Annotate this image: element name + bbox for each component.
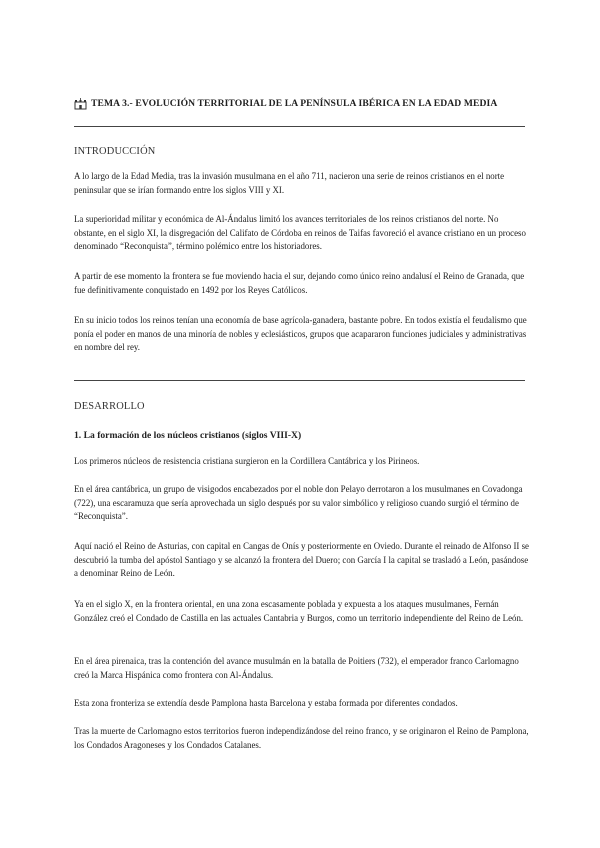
development-subheading: 1. La formación de los núcleos cristianos (siglos VIII-X): [74, 430, 302, 441]
intro-paragraph-1: A lo largo de la Edad Media, tras la invasión musulmana en el año 711, nacieron una serie de reinos cristianos en el norte peninsular que se irían formando entre los siglos VIII y XI.: [74, 171, 505, 195]
divider-middle: [74, 380, 525, 381]
intro-paragraph-2: La superioridad militar y económica de Al-Ándalus limitó los avances territoriales de los reinos cristianos del norte. No obstante, en el siglo XI, la disgregación del Califato de Córdoba en reinos de Taifas favoreció el avance cristiano en un proceso denominado “Reconquista”, término polémico entre los historiadores.: [74, 214, 526, 252]
intro-paragraph-3: A partir de ese momento la frontera se fue moviendo hacia el sur, dejando como único reino andalusí el Reino de Granada, que fue definitivamente conquistado en 1492 por los Reyes Católicos.: [74, 271, 525, 295]
development-paragraph-3: Aquí nació el Reino de Asturias, con capital en Cangas de Onís y posteriormente en Oviedo. Durante el reinado de Alfonso II se descubrió la tumba del apóstol Santiago y se alcanzó la frontera del Duero; con García I la capital se trasladó a León, pasándose a denominar Reino de León.: [74, 541, 529, 579]
document-title: TEMA 3.- EVOLUCIÓN TERRITORIAL DE LA PENÍNSULA IBÉRICA EN LA EDAD MEDIA: [91, 97, 498, 109]
development-paragraph-4: Ya en el siglo X, en la frontera oriental, en una zona escasamente poblada y expuesta a los ataques musulmanes, Fernán González creó el Condado de Castilla en las actuales Cantabria y Burgos, como un territorio independiente del Reino de León.: [74, 599, 524, 623]
development-paragraph-6: Esta zona fronteriza se extendía desde Pamplona hasta Barcelona y estaba formada por diferentes condados.: [74, 698, 458, 708]
development-heading: DESARROLLO: [74, 401, 145, 412]
intro-paragraph-4: En su inicio todos los reinos tenían una economía de base agrícola-ganadera, bastante pobre. En todos existía el feudalismo que ponía el poder en manos de una minoría de nobles y eclesiásticos, grupos que acapararon funciones judiciales y administrativas en nombre del rey.: [74, 315, 527, 353]
document-title-row: [74, 97, 534, 109]
intro-heading: INTRODUCCIÓN: [74, 146, 156, 157]
castle-icon: [74, 97, 87, 109]
divider-top: [74, 126, 525, 127]
development-paragraph-5: En el área pirenaica, tras la contención del avance musulmán en la batalla de Poitiers (732), el emperador franco Carlomagno creó la Marca Hispánica como frontera con Al-Ándalus.: [74, 656, 519, 680]
development-paragraph-1: Los primeros núcleos de resistencia cristiana surgieron en la Cordillera Cantábrica y los Pirineos.: [74, 456, 420, 466]
development-paragraph-2: En el área cantábrica, un grupo de visigodos encabezados por el noble don Pelayo derrotaron a los musulmanes en Covadonga (722), una escaramuza que sería aprovechada un siglo después por su valor simbólico y religioso cuando surgió el término de “Reconquista”.: [74, 484, 523, 522]
development-paragraph-7: Tras la muerte de Carlomagno estos territorios fueron independizándose del reino franco, y se originaron el Reino de Pamplona, los Condados Aragoneses y los Condados Catalanes.: [74, 726, 529, 750]
